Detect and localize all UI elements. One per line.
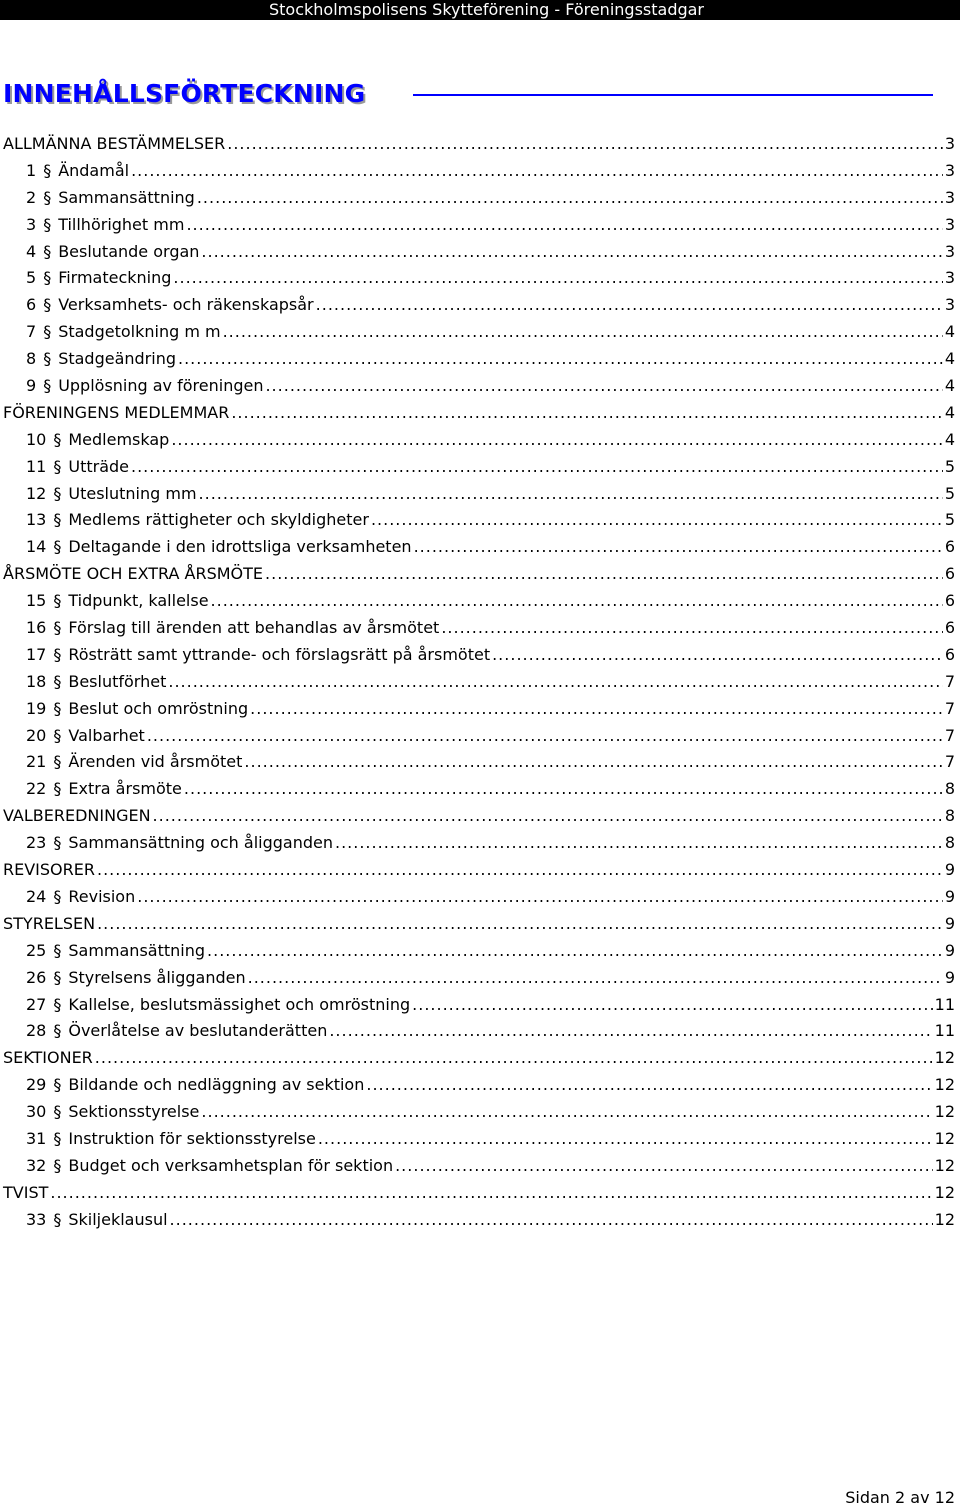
toc-entry-number: 32 [26,1155,47,1175]
toc-entry-label: TVIST [3,1182,49,1202]
toc-entry-text [26,185,195,212]
toc-heading [3,78,931,112]
toc-paragraph-entry[interactable] [0,319,960,346]
section-sign-icon: § [53,644,62,664]
toc-dot-leader [153,803,943,830]
section-sign-icon: § [43,322,52,342]
section-sign-icon: § [53,537,62,557]
toc-entry-text [26,373,263,400]
toc-entry-label: Instruktion för sektionsstyrelse [68,1128,316,1148]
toc-entry-text [26,534,412,561]
toc-entry-text [3,400,229,427]
toc-paragraph-entry[interactable] [0,239,960,266]
toc-entry-number: 8 [26,349,37,369]
toc-dot-leader [414,534,943,561]
toc-entry-label: Stadgetolkning m m [58,322,221,342]
toc-entry-label: STYRELSEN [3,913,96,933]
toc-paragraph-entry[interactable] [0,373,960,400]
toc-dot-leader [168,669,942,696]
toc-paragraph-entry[interactable] [0,1099,960,1126]
section-sign-icon: § [43,376,52,396]
toc-entry-number: 16 [26,618,47,638]
toc-page-number: 5 [944,483,955,503]
toc-entry-label: REVISORER [3,860,95,880]
toc-page-number: 8 [944,779,955,799]
toc-dot-leader [366,1072,932,1099]
section-sign-icon: § [53,833,62,853]
toc-entry-text [26,615,439,642]
section-sign-icon: § [43,214,52,234]
toc-entry-label: Extra årsmöte [68,779,182,799]
toc-entry-label: Valbarhet [68,725,145,745]
toc-page-number: 12 [934,1075,955,1095]
toc-entry-text [26,669,166,696]
toc-paragraph-entry[interactable] [0,696,960,723]
toc-entry-label: Utträde [68,456,129,476]
toc-page-number: 3 [944,160,955,180]
toc-page-number: 6 [944,564,955,584]
toc-page-number: 4 [944,429,955,449]
toc-entry-text [3,131,225,158]
toc-entry-text [26,481,197,508]
toc-section-entry[interactable] [0,561,960,588]
toc-page-number: 3 [944,268,955,288]
toc-entry-label: Tidpunkt, kallelse [68,591,209,611]
page-header [0,0,960,20]
toc-dot-leader [197,185,943,212]
toc-page-number: 7 [944,752,955,772]
toc-page-number: 11 [934,1021,955,1041]
toc-page-number: 9 [944,913,955,933]
section-sign-icon: § [53,510,62,530]
toc-entry-number: 10 [26,429,47,449]
toc-entry-label: Stadgeändring [58,349,176,369]
toc-entry-label: Beslutande organ [58,241,200,261]
toc-paragraph-entry[interactable] [0,1207,960,1234]
toc-entry-label: Uteslutning mm [68,483,197,503]
toc-title: INNEHÅLLSFÖRTECKNING [3,79,366,108]
toc-entry-text [26,427,169,454]
toc-dot-leader [97,911,943,938]
toc-entry-text [26,507,369,534]
toc-entry-number: 22 [26,779,47,799]
toc-entry-number: 13 [26,510,47,530]
toc-dot-leader [95,1045,933,1072]
toc-entry-text [26,239,199,266]
toc-paragraph-entry[interactable] [0,1126,960,1153]
toc-dot-leader [131,454,943,481]
toc-paragraph-entry[interactable] [0,992,960,1019]
section-sign-icon: § [53,591,62,611]
toc-entry-text [26,696,248,723]
toc-page-number: 3 [944,241,955,261]
toc-dot-leader [147,723,943,750]
toc-entry-text [26,965,246,992]
toc-page-number: 8 [944,833,955,853]
toc-dot-leader [50,1180,932,1207]
toc-entry-number: 31 [26,1128,47,1148]
toc-page-number: 4 [944,322,955,342]
toc-entry-label: Medlemskap [68,429,170,449]
toc-paragraph-entry[interactable] [0,265,960,292]
toc-entry-text [26,723,145,750]
toc-entry-number: 7 [26,322,37,342]
toc-dot-leader [211,588,943,615]
toc-page-number: 3 [944,134,955,153]
toc-page-number: 11 [934,994,955,1014]
toc-entry-number: 27 [26,994,47,1014]
toc-entry-label: Styrelsens åligganden [68,967,246,987]
toc-section-entry[interactable] [0,131,960,158]
toc-entry-number: 4 [26,241,37,261]
section-sign-icon: § [53,886,62,906]
toc-entry-number: 33 [26,1209,47,1229]
toc-entry-label: Upplösning av föreningen [58,376,264,396]
toc-dot-leader [316,292,943,319]
toc-page-number: 9 [944,860,955,880]
toc-page-number: 12 [934,1128,955,1148]
toc-page-number: 12 [934,1155,955,1175]
section-sign-icon: § [53,752,62,772]
toc-dot-leader [199,481,943,508]
section-sign-icon: § [53,1155,62,1175]
section-sign-icon: § [53,779,62,799]
toc-paragraph-entry[interactable] [0,588,960,615]
toc-page-number: 9 [944,886,955,906]
toc-entry-label: Beslutförhet [68,671,167,691]
toc-dot-leader [184,776,943,803]
toc-dot-leader [170,1207,933,1234]
toc-dot-leader [131,158,943,185]
section-sign-icon: § [43,349,52,369]
toc-entry-text [26,346,176,373]
section-sign-icon: § [53,1075,62,1095]
toc-entry-number: 2 [26,187,37,207]
toc-dot-leader [318,1126,933,1153]
toc-entry-text [26,212,184,239]
section-sign-icon: § [43,241,52,261]
toc-dot-leader [137,884,943,911]
toc-dot-leader [201,239,942,266]
toc-entry-text [26,1018,327,1045]
toc-paragraph-entry[interactable] [0,212,960,239]
toc-page-number: 9 [944,940,955,960]
toc-entry-label: VALBEREDNINGEN [3,806,151,826]
toc-page-number: 6 [944,591,955,611]
section-sign-icon: § [53,940,62,960]
toc-paragraph-entry[interactable] [0,481,960,508]
toc-entry-label: Ärenden vid årsmötet [68,752,243,772]
toc-dot-leader [335,830,943,857]
toc-section-entry[interactable] [0,1045,960,1072]
toc-page-number: 7 [944,698,955,718]
toc-dot-leader [248,965,943,992]
toc-entry-text [26,1072,364,1099]
toc-entry-text [26,265,171,292]
toc-dot-leader [171,427,942,454]
section-sign-icon: § [53,725,62,745]
toc-page-number: 7 [944,725,955,745]
toc-entry-text [26,830,333,857]
toc-entry-number: 5 [26,268,37,288]
toc-entry-label: Skiljeklausul [68,1209,168,1229]
toc-entry-number: 17 [26,644,47,664]
toc-entry-number: 1 [26,160,37,180]
toc-dot-leader [265,373,942,400]
toc-page-number: 5 [944,510,955,530]
toc-section-entry[interactable] [0,911,960,938]
toc-entry-number: 23 [26,833,47,853]
toc-page-number: 12 [934,1048,955,1068]
toc-paragraph-entry[interactable] [0,292,960,319]
toc-paragraph-entry[interactable] [0,669,960,696]
section-sign-icon: § [43,268,52,288]
section-sign-icon: § [53,1102,62,1122]
toc-list [0,131,960,1234]
toc-entry-number: 24 [26,886,47,906]
toc-section-entry[interactable] [0,400,960,427]
toc-dot-leader [231,400,942,427]
toc-entry-text [3,803,151,830]
section-sign-icon: § [43,295,52,315]
toc-entry-label: ALLMÄNNA BESTÄMMELSER [3,134,226,153]
toc-page-number: 6 [944,644,955,664]
toc-entry-number: 20 [26,725,47,745]
toc-dot-leader [223,319,943,346]
toc-entry-text [3,857,95,884]
toc-page-number: 8 [944,806,955,826]
toc-entry-label: Sammansättning [68,940,206,960]
toc-page-number: 6 [944,537,955,557]
section-sign-icon: § [53,429,62,449]
toc-entry-text [3,1180,48,1207]
toc-paragraph-entry[interactable] [0,830,960,857]
toc-entry-label: Förslag till ärenden att behandlas av årsmötet [68,618,440,638]
toc-section-entry[interactable] [0,857,960,884]
toc-page-number: 7 [944,671,955,691]
toc-dot-leader [207,938,943,965]
section-sign-icon: § [53,967,62,987]
toc-page-number: 4 [944,376,955,396]
toc-dot-leader [244,749,942,776]
toc-entry-text [26,1126,316,1153]
section-sign-icon: § [53,1128,62,1148]
toc-dot-leader [265,561,943,588]
toc-entry-label: Ändamål [58,160,130,180]
toc-paragraph-entry[interactable] [0,427,960,454]
toc-page-number: 3 [944,187,955,207]
toc-entry-number: 11 [26,456,47,476]
toc-entry-text [26,454,129,481]
toc-entry-number: 6 [26,295,37,315]
toc-entry-number: 25 [26,940,47,960]
toc-dot-leader [395,1153,933,1180]
toc-dot-leader [201,1099,932,1126]
toc-entry-text [26,884,135,911]
toc-entry-text [26,158,129,185]
section-sign-icon: § [53,618,62,638]
toc-entry-text [26,992,410,1019]
toc-entry-label: Kallelse, beslutsmässighet och omröstning [68,994,411,1014]
toc-paragraph-entry[interactable] [0,158,960,185]
toc-paragraph-entry[interactable] [0,1018,960,1045]
toc-paragraph-entry[interactable] [0,1153,960,1180]
toc-entry-label: Rösträtt samt yttrande- och förslagsrätt på årsmötet [68,644,491,664]
toc-dot-leader [97,857,943,884]
toc-dot-leader [227,131,943,158]
toc-page-number: 12 [934,1102,955,1122]
toc-entry-text [26,938,205,965]
toc-dot-leader [329,1018,932,1045]
toc-entry-label: Deltagande i den idrottsliga verksamheten [68,537,412,557]
toc-paragraph-entry[interactable] [0,1072,960,1099]
toc-entry-number: 18 [26,671,47,691]
toc-entry-number: 12 [26,483,47,503]
section-sign-icon: § [53,698,62,718]
page-header-text: Stockholmspolisens Skytteförening - Föreningsstadgar [269,0,705,19]
toc-dot-leader [178,346,943,373]
toc-paragraph-entry[interactable] [0,454,960,481]
toc-paragraph-entry[interactable] [0,938,960,965]
toc-paragraph-entry[interactable] [0,884,960,911]
toc-title-rule [413,94,933,96]
toc-dot-leader [173,265,942,292]
toc-entry-label: Medlems rättigheter och skyldigheter [68,510,369,530]
section-sign-icon: § [53,994,62,1014]
section-sign-icon: § [53,1021,62,1041]
page-footer: Sidan 2 av 12 [845,1488,955,1507]
toc-entry-text [26,588,209,615]
toc-page-number: 3 [944,295,955,315]
toc-page-number: 6 [944,618,955,638]
toc-entry-text [26,1153,393,1180]
toc-paragraph-entry[interactable] [0,615,960,642]
toc-entry-text [26,642,490,669]
toc-entry-label: Överlåtelse av beslutanderätten [68,1021,328,1041]
toc-entry-text [26,1099,199,1126]
toc-paragraph-entry[interactable] [0,507,960,534]
toc-page-number: 4 [944,402,955,422]
section-sign-icon: § [43,187,52,207]
section-sign-icon: § [53,1209,62,1229]
toc-section-entry[interactable] [0,1180,960,1207]
toc-paragraph-entry[interactable] [0,723,960,750]
toc-paragraph-entry[interactable] [0,185,960,212]
section-sign-icon: § [43,160,52,180]
toc-entry-label: Bildande och nedläggning av sektion [68,1075,365,1095]
toc-entry-number: 14 [26,537,47,557]
toc-entry-text [26,1207,168,1234]
toc-entry-label: Sammansättning och åligganden [68,833,333,853]
toc-entry-label: Sammansättning [58,187,195,207]
toc-entry-label: Firmateckning [58,268,172,288]
toc-entry-text [26,319,221,346]
toc-entry-label: Beslut och omröstning [68,698,249,718]
toc-entry-text [3,1045,93,1072]
toc-paragraph-entry[interactable] [0,749,960,776]
toc-entry-text [26,749,242,776]
toc-page-number: 3 [944,214,955,234]
toc-entry-text [3,561,263,588]
toc-entry-text [26,776,182,803]
toc-dot-leader [186,212,942,239]
toc-entry-label: Revision [68,886,136,906]
toc-entry-label: ÅRSMÖTE OCH EXTRA ÅRSMÖTE [3,564,264,584]
toc-entry-number: 15 [26,591,47,611]
toc-entry-label: Budget och verksamhetsplan för sektion [68,1155,394,1175]
toc-entry-number: 29 [26,1075,47,1095]
section-sign-icon: § [53,456,62,476]
toc-entry-number: 30 [26,1102,47,1122]
toc-dot-leader [441,615,942,642]
toc-entry-number: 19 [26,698,47,718]
toc-dot-leader [492,642,943,669]
section-sign-icon: § [53,483,62,503]
toc-entry-number: 28 [26,1021,47,1041]
toc-paragraph-entry[interactable] [0,534,960,561]
toc-page-number: 5 [944,456,955,476]
toc-page-number: 9 [944,967,955,987]
toc-entry-number: 3 [26,214,37,234]
toc-entry-label: FÖRENINGENS MEDLEMMAR [3,402,230,422]
toc-page-number: 4 [944,349,955,369]
toc-entry-number: 26 [26,967,47,987]
toc-paragraph-entry[interactable] [0,642,960,669]
toc-dot-leader [371,507,943,534]
section-sign-icon: § [53,671,62,691]
toc-paragraph-entry[interactable] [0,346,960,373]
toc-section-entry[interactable] [0,803,960,830]
toc-paragraph-entry[interactable] [0,965,960,992]
toc-entry-label: Verksamhets- och räkenskapsår [58,295,314,315]
toc-entry-text [3,911,95,938]
toc-entry-label: Tillhörighet mm [58,214,185,234]
toc-page-number: 12 [934,1182,955,1202]
toc-dot-leader [250,696,943,723]
toc-entry-number: 9 [26,376,37,396]
toc-dot-leader [412,992,933,1019]
toc-page-number: 12 [934,1209,955,1229]
toc-paragraph-entry[interactable] [0,776,960,803]
toc-entry-label: Sektionsstyrelse [68,1102,200,1122]
toc-entry-number: 21 [26,752,47,772]
toc-entry-text [26,292,314,319]
toc-entry-label: SEKTIONER [3,1048,93,1068]
